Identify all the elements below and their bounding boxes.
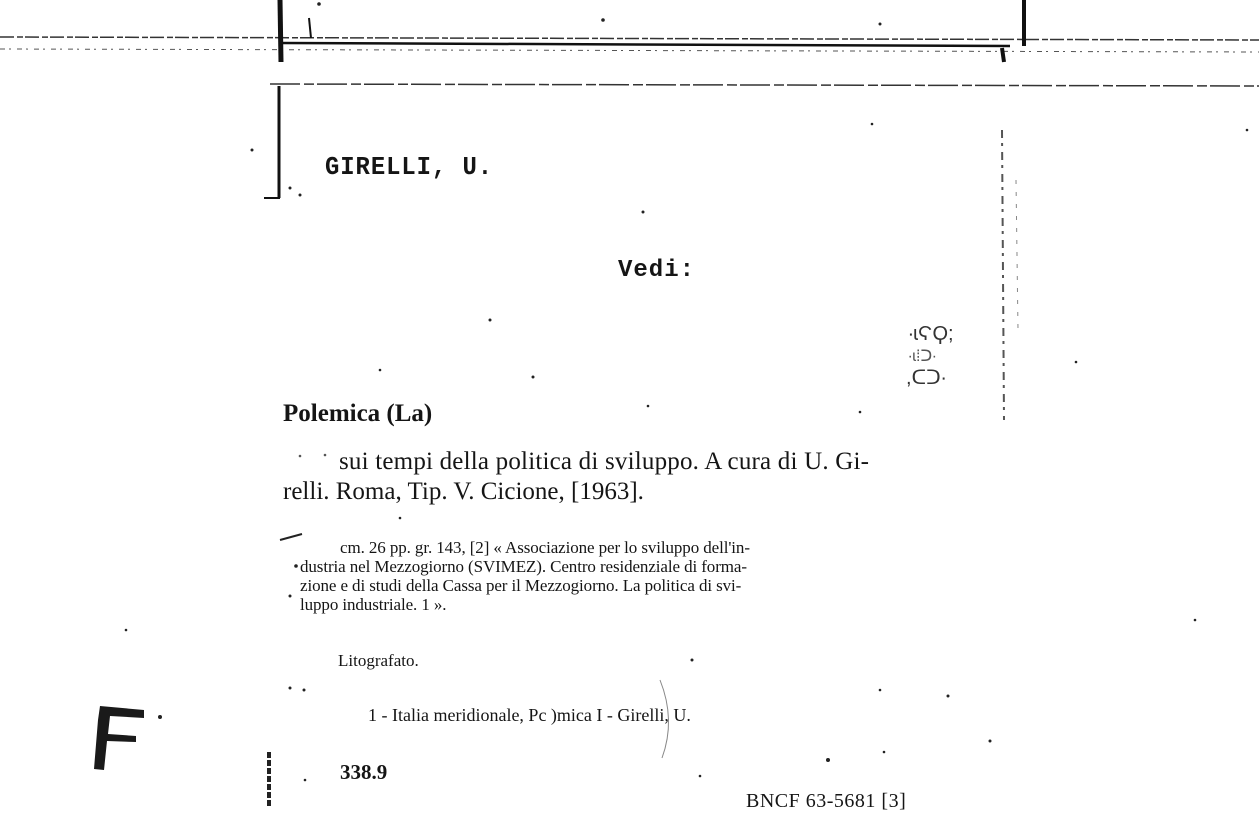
svg-text:∙ɩϚϘ;: ∙ɩϚϘ; [908, 323, 954, 345]
subject-headings: 1 - Italia meridionale, Pc )mica I - Girelli, U. [368, 705, 691, 725]
catalog-number: BNCF 63-5681 [3] [746, 790, 907, 812]
svg-text:∙ɩ⁞ᑐ∙: ∙ɩ⁞ᑐ∙ [908, 348, 937, 365]
card-heading: GIRELLI, U. [325, 152, 494, 182]
title-line: relli. Roma, Tip. V. Cicione, [1963]. [283, 478, 644, 505]
description-line: luppo industriale. 1 ». [300, 595, 447, 614]
printing-note: Litografato. [338, 651, 419, 670]
see-label: Vedi: [618, 257, 696, 284]
class-number: 338.9 [340, 760, 388, 784]
svg-text:,ᑕᑐ∙: ,ᑕᑐ∙ [906, 367, 947, 389]
description-line: zione e di studi della Cassa per il Mezzogiorno. La politica di svi- [300, 576, 742, 595]
book-title: Polemica (La) [283, 400, 433, 427]
title-statement [283, 447, 983, 507]
physical-description [300, 538, 990, 614]
description-line: dustria nel Mezzogiorno (SVIMEZ). Centro residenziale di forma- [300, 557, 747, 576]
description-line: cm. 26 pp. gr. 143, [2] « Associazione per lo sviluppo dell'in- [340, 538, 750, 557]
title-line: sui tempi della politica di sviluppo. A cura di U. Gi- [339, 448, 870, 475]
corner-letter-f [92, 700, 152, 772]
